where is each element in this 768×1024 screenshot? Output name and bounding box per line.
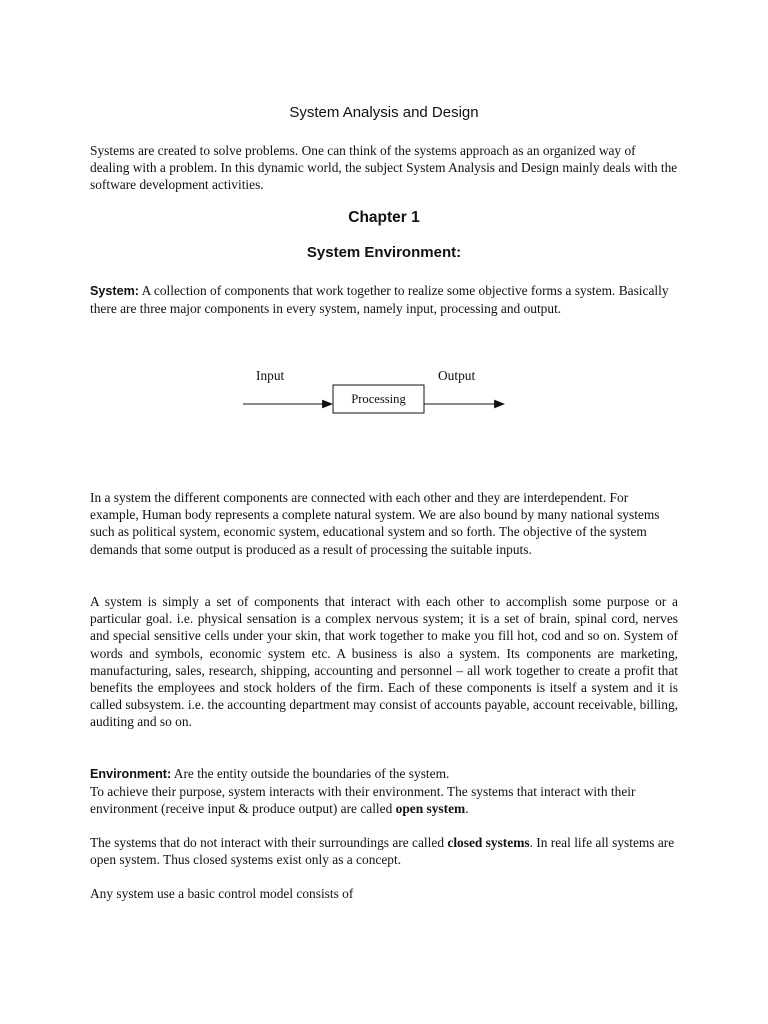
paragraph-interdependent: In a system the different components are connected with each other and they are interdependent. For example, Human body represents a complete natural system. We are also bound by many national systems such as political system, economic system, educational system and so forth. The objective of the system demands that some output is produced as a result of processing the suitable inputs. [90,490,660,557]
system-definition [90,282,678,317]
environment-line1: Are the entity outside the boundaries of the system. [171,766,450,781]
document-title: System Analysis and Design [289,104,479,121]
open-system-term: open system [395,801,466,817]
environment-label: Environment: [90,767,172,781]
input-processing-output-diagram [238,362,518,422]
environment-paragraph [90,765,678,818]
closed-after: . In real life all systems are open system. Thus closed systems exist only as a concept. [90,835,675,868]
section-heading: System Environment: [306,244,462,261]
paragraph-components: A system is simply a set of components that interact with each other to accomplish some purpose or a particular goal. i.e. physical sensation is a complex nervous system; it is a set of brain, spinal cord, nerves and special sensitive cells under your skin, that work together to make you fill hot, cod and so on. System of words and symbols, economic system etc. A business is also a system. Its components are marketing, manufacturing, sales, research, shipping, accounting and personnel – all work together to create a profit that benefits the employees and stock holders of the firm. Each of these components is itself a system and it is called subsystem. i.e. the accounting department may consist of accounts payable, account receivable, billing, auditing and so on. [90,594,678,730]
diagram-input-label: Input [256,368,285,383]
closed-before: The systems that do not interact with their surroundings are called [90,835,448,850]
closed-systems-paragraph [90,834,678,868]
intro-paragraph: Systems are created to solve problems. One can think of the systems approach as an organized way of dealing with a problem. In this dynamic world, the subject System Analysis and Design mainly deals with the software development activities. [90,143,678,193]
diagram-output-label: Output [438,368,476,383]
system-definition-text: A collection of components that work together to realize some objective forms a system. Basically there are three major components in every system, namely input, processing and output. [90,283,669,317]
system-label: System: [90,284,139,298]
diagram-processing-label: Processing [351,392,406,406]
closed-systems-term: closed systems [447,835,530,850]
environment-period: . [465,801,469,817]
control-model-line: Any system use a basic control model consists of [90,886,354,901]
environment-line2: To achieve their purpose, system interacts with their environment. The systems that interact with their environment (receive input & produce output) are called [90,784,636,817]
chapter-heading: Chapter 1 [348,209,420,226]
